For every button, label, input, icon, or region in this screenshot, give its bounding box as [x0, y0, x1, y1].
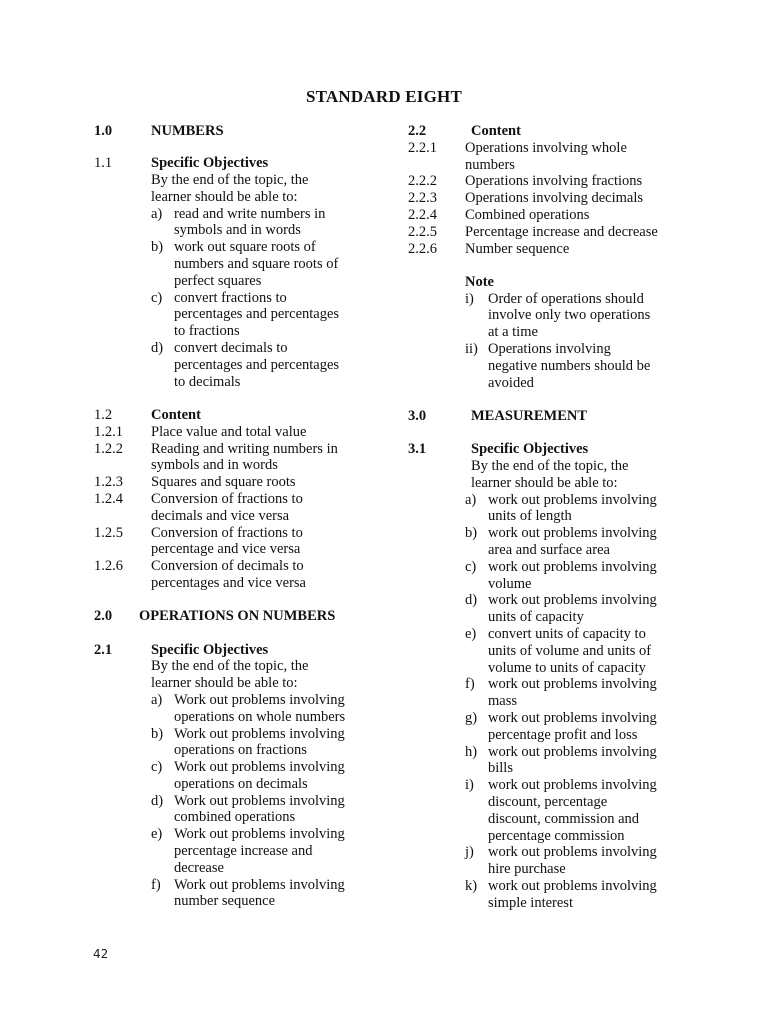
note-item [408, 341, 698, 358]
objectives-1-1-item-text: read and write numbers in [174, 205, 326, 222]
objectives-1-1-item-text: work out square roots of [174, 239, 316, 256]
objectives-2-1-item-marker: a) [151, 691, 163, 708]
note-item-text: negative numbers should be [488, 357, 651, 374]
note-title: Note [465, 273, 494, 290]
objectives-2-1-item-text: Work out problems involving [174, 725, 345, 742]
objectives-2-1-item [94, 709, 374, 726]
objectives-2-1-intro-text: By the end of the topic, the [151, 658, 309, 675]
page-number: 42 [93, 947, 109, 961]
objectives-2-1-item-text: decrease [174, 859, 224, 876]
content-2-2-title: Content [471, 123, 521, 139]
objectives-3-1-item-text: work out problems involving [488, 743, 657, 760]
objectives-3-1-item-marker: h) [465, 743, 478, 760]
content-1-2-item-text: Conversion of fractions to [151, 524, 303, 541]
objectives-3-1-item-text: units of volume and units of [488, 642, 652, 659]
objectives-2-1-item [94, 843, 374, 860]
objectives-3-1-item-text: convert units of capacity to [488, 626, 646, 643]
objectives-2-1-item-text: combined operations [174, 809, 296, 826]
objectives-1-1-item [94, 374, 374, 391]
objectives-2-1-item [94, 776, 374, 793]
objectives-3-1-item-marker: f) [465, 676, 475, 693]
content-2-2-item-number: 2.2.6 [408, 240, 437, 257]
content-2-2-number: 2.2 [408, 123, 427, 139]
objectives-2-1-item [94, 877, 374, 894]
objectives-3-1-item [408, 744, 698, 761]
objectives-1-1-intro-text: learner should be able to: [151, 188, 298, 205]
objectives-1-1-item-marker: a) [151, 205, 163, 222]
objectives-2-1-item-text: operations on whole numbers [174, 708, 346, 725]
note-item-text: involve only two operations [488, 307, 651, 324]
objectives-2-1-item-marker: d) [151, 792, 164, 809]
section-operations [94, 608, 374, 625]
content-2-2-item-number: 2.2.2 [408, 173, 437, 190]
objectives-1-1-item [94, 239, 374, 256]
content-2-2-item [408, 241, 698, 258]
objectives-3-1-item-text: volume to units of capacity [488, 659, 646, 676]
content-2-2 [408, 123, 698, 140]
objectives-2-1-item [94, 893, 374, 910]
objectives-3-1-item-marker: b) [465, 525, 478, 542]
objectives-2-1-item-text: number sequence [174, 893, 276, 910]
content-2-2-item [408, 157, 698, 174]
content-1-2-item-text: percentage and vice versa [151, 541, 301, 558]
section-measurement-title: MEASUREMENT [471, 407, 588, 424]
content-1-2-item-text: decimals and vice versa [151, 507, 290, 524]
objectives-3-1-item [408, 828, 698, 845]
objectives-1-1-item-text: percentages and percentages [174, 306, 340, 323]
note-item-text: Order of operations should [488, 290, 644, 307]
objectives-3-1-intro-text: By the end of the topic, the [471, 458, 629, 475]
objectives-3-1-item [408, 861, 698, 878]
content-1-2-item [94, 441, 374, 458]
content-1-2-item-number: 1.2.4 [94, 490, 123, 507]
objectives-3-1-item-text: work out problems involving [488, 844, 657, 861]
content-1-2-item [94, 541, 374, 558]
content-1-2 [94, 407, 374, 424]
note-item-text: Operations involving [488, 341, 611, 358]
content-1-2-item-text: Conversion of fractions to [151, 490, 303, 507]
note-item [408, 307, 698, 324]
objectives-2-1-title: Specific Objectives [151, 641, 269, 658]
objectives-3-1-item [408, 525, 698, 542]
objectives-3-1-item [408, 760, 698, 777]
section-numbers-title: NUMBERS [151, 123, 224, 139]
objectives-3-1-item-text: work out problems involving [488, 877, 657, 894]
section-numbers [94, 123, 374, 140]
note-item [408, 358, 698, 375]
objectives-1-1-item [94, 357, 374, 374]
right-column [408, 123, 698, 912]
note-item [408, 324, 698, 341]
content-1-2-item [94, 424, 374, 441]
objectives-3-1 [408, 441, 698, 458]
content-1-2-item-number: 1.2.5 [94, 524, 123, 541]
objectives-3-1-intro [408, 475, 698, 492]
content-1-2-item [94, 474, 374, 491]
content-1-2-title: Content [151, 406, 201, 423]
content-1-2-item-text: Place value and total value [151, 423, 307, 440]
content-1-2-item [94, 525, 374, 542]
content-1-2-item-text: percentages and vice versa [151, 574, 306, 591]
content-2-2-item-text: Operations involving decimals [465, 190, 643, 207]
objectives-1-1-item-text: perfect squares [174, 272, 262, 289]
objectives-1-1-item-marker: c) [151, 289, 163, 306]
objectives-3-1-item-text: work out problems involving [488, 592, 657, 609]
content-1-2-item-number: 1.2.2 [94, 440, 123, 457]
objectives-3-1-item [408, 811, 698, 828]
objectives-1-1-item-marker: d) [151, 340, 164, 357]
content-2-2-item-number: 2.2.1 [408, 139, 437, 156]
content-2-2-item [408, 224, 698, 241]
objectives-1-1-item-text: convert fractions to [174, 289, 287, 306]
content-2-2-item [408, 207, 698, 224]
content-2-2-item [408, 173, 698, 190]
objectives-3-1-item [408, 844, 698, 861]
objectives-2-1-item-marker: c) [151, 759, 163, 776]
objectives-3-1-item-text: mass [488, 693, 517, 710]
content-1-2-item-text: Squares and square roots [151, 474, 296, 491]
objectives-2-1 [94, 642, 374, 659]
content-1-2-item [94, 491, 374, 508]
objectives-3-1-item [408, 492, 698, 509]
objectives-2-1-item [94, 793, 374, 810]
objectives-3-1-item [408, 508, 698, 525]
objectives-1-1-item [94, 323, 374, 340]
objectives-2-1-intro [94, 658, 374, 675]
objectives-3-1-item-marker: c) [465, 558, 477, 575]
objectives-3-1-item-marker: k) [465, 877, 478, 894]
objectives-2-1-item-text: Work out problems involving [174, 691, 345, 708]
objectives-3-1-item-marker: j) [465, 844, 474, 861]
objectives-3-1-item [408, 592, 698, 609]
objectives-3-1-number: 3.1 [408, 441, 427, 458]
note-item-text: avoided [488, 374, 534, 391]
content-1-2-item-text: Reading and writing numbers in [151, 440, 338, 457]
objectives-2-1-item-text: operations on decimals [174, 775, 308, 792]
section-numbers-number: 1.0 [94, 123, 113, 139]
content-2-2-item [408, 190, 698, 207]
objectives-3-1-item-text: units of capacity [488, 609, 584, 626]
objectives-3-1-item-marker: a) [465, 491, 477, 508]
objectives-3-1-item [408, 542, 698, 559]
content-1-2-item-number: 1.2.1 [94, 423, 123, 440]
objectives-2-1-intro-text: learner should be able to: [151, 675, 298, 692]
content-2-2-item-number: 2.2.5 [408, 223, 437, 240]
objectives-1-1-intro [94, 172, 374, 189]
objectives-2-1-item [94, 742, 374, 759]
objectives-2-1-item-marker: e) [151, 826, 163, 843]
objectives-3-1-item-marker: g) [465, 710, 478, 726]
objectives-2-1-item-text: Work out problems involving [174, 826, 345, 843]
content-2-2-item-number: 2.2.3 [408, 190, 437, 207]
objectives-3-1-item [408, 676, 698, 693]
objectives-3-1-item-text: work out problems involving [488, 525, 657, 542]
objectives-1-1-title: Specific Objectives [151, 155, 269, 172]
objectives-1-1-item-text: symbols and in words [174, 222, 301, 239]
objectives-3-1-item-marker: i) [465, 777, 474, 794]
content-1-2-item [94, 508, 374, 525]
objectives-3-1-item-text: work out problems involving [488, 710, 657, 726]
objectives-3-1-item-text: work out problems involving [488, 676, 657, 693]
objectives-1-1-intro [94, 189, 374, 206]
objectives-1-1-item [94, 340, 374, 357]
objectives-1-1-item-text: percentages and percentages [174, 356, 340, 373]
content-1-2-item-text: Conversion of decimals to [151, 558, 304, 575]
objectives-2-1-number: 2.1 [94, 641, 113, 658]
objectives-3-1-item [408, 777, 698, 794]
objectives-3-1-item [408, 727, 698, 744]
objectives-1-1-item [94, 290, 374, 307]
objectives-2-1-item-text: Work out problems involving [174, 876, 345, 893]
objectives-1-1-item [94, 256, 374, 273]
objectives-1-1 [94, 155, 374, 172]
content-2-2-item-text: numbers [465, 156, 515, 173]
objectives-3-1-item-text: bills [488, 760, 513, 777]
objectives-3-1-item-text: work out problems involving [488, 491, 657, 508]
objectives-1-1-intro-text: By the end of the topic, the [151, 172, 309, 189]
objectives-1-1-item-text: numbers and square roots of [174, 256, 339, 273]
objectives-1-1-item [94, 206, 374, 223]
objectives-1-1-item [94, 222, 374, 239]
content-1-2-number: 1.2 [94, 406, 113, 423]
objectives-3-1-item-text: units of length [488, 508, 572, 525]
objectives-1-1-item-text: to decimals [174, 373, 241, 390]
objectives-3-1-item-text: discount, percentage [488, 793, 608, 810]
note-item-text: at a time [488, 324, 538, 341]
objectives-2-1-item-text: operations on fractions [174, 742, 307, 759]
objectives-1-1-item-marker: b) [151, 239, 164, 256]
content-1-2-item-number: 1.2.6 [94, 558, 123, 575]
note [408, 274, 698, 291]
objectives-2-1-item-text: Work out problems involving [174, 792, 345, 809]
content-1-2-item [94, 575, 374, 592]
content-2-2-item-text: Percentage increase and decrease [465, 223, 658, 240]
objectives-2-1-item-text: Work out problems involving [174, 759, 345, 776]
content-1-2-item-number: 1.2.3 [94, 474, 123, 491]
objectives-2-1-item [94, 826, 374, 843]
note-item-marker: ii) [465, 341, 478, 358]
content-2-2-item [408, 140, 698, 157]
objectives-3-1-item [408, 576, 698, 593]
section-measurement-number: 3.0 [408, 407, 427, 424]
objectives-3-1-item-text: area and surface area [488, 542, 610, 559]
objectives-2-1-item [94, 809, 374, 826]
objectives-1-1-item-text: to fractions [174, 323, 240, 340]
objectives-3-1-item-text: simple interest [488, 894, 573, 911]
objectives-2-1-item [94, 860, 374, 877]
objectives-3-1-item-marker: d) [465, 592, 478, 609]
note-item-marker: i) [465, 290, 474, 307]
objectives-3-1-item-marker: e) [465, 626, 477, 643]
objectives-3-1-item [408, 693, 698, 710]
left-column [94, 123, 374, 910]
section-operations-title: OPERATIONS ON NUMBERS [139, 608, 336, 625]
objectives-3-1-item-text: percentage profit and loss [488, 726, 638, 743]
objectives-3-1-item-text: percentage commission [488, 827, 625, 844]
objectives-3-1-title: Specific Objectives [471, 441, 589, 458]
objectives-3-1-item [408, 660, 698, 677]
page-title: STANDARD EIGHT [306, 87, 462, 106]
content-1-2-item [94, 558, 374, 575]
objectives-3-1-item-text: work out problems involving [488, 777, 657, 794]
section-operations-number: 2.0 [94, 608, 113, 625]
objectives-3-1-item [408, 710, 698, 727]
objectives-1-1-item [94, 273, 374, 290]
content-2-2-item-number: 2.2.4 [408, 206, 437, 223]
objectives-3-1-item [408, 626, 698, 643]
content-2-2-item-text: Number sequence [465, 240, 570, 257]
content-2-2-item-text: Combined operations [465, 206, 590, 223]
objectives-1-1-item-text: convert decimals to [174, 340, 288, 357]
note-item [408, 375, 698, 392]
objectives-2-1-item [94, 692, 374, 709]
note-item [408, 291, 698, 308]
objectives-2-1-item [94, 726, 374, 743]
objectives-2-1-item [94, 759, 374, 776]
objectives-3-1-item-text: work out problems involving [488, 558, 657, 575]
objectives-3-1-item [408, 643, 698, 660]
objectives-3-1-item-text: discount, commission and [488, 810, 640, 827]
objectives-3-1-item-text: volume [488, 575, 532, 592]
objectives-3-1-item [408, 878, 698, 895]
objectives-3-1-intro-text: learner should be able to: [471, 474, 618, 491]
objectives-3-1-item [408, 794, 698, 811]
objectives-2-1-item-text: percentage increase and [174, 843, 313, 860]
objectives-2-1-intro [94, 675, 374, 692]
objectives-3-1-item [408, 895, 698, 912]
objectives-3-1-item-text: hire purchase [488, 861, 566, 878]
section-measurement [408, 408, 698, 425]
objectives-2-1-item-marker: b) [151, 725, 164, 742]
objectives-1-1-number: 1.1 [94, 155, 113, 172]
content-1-2-item [94, 457, 374, 474]
content-1-2-item-text: symbols and in words [151, 457, 278, 474]
objectives-2-1-item-marker: f) [151, 876, 161, 893]
content-2-2-item-text: Operations involving fractions [465, 173, 643, 190]
objectives-3-1-item [408, 609, 698, 626]
content-2-2-item-text: Operations involving whole [465, 139, 627, 156]
objectives-3-1-item [408, 559, 698, 576]
objectives-1-1-item [94, 306, 374, 323]
objectives-3-1-intro [408, 458, 698, 475]
